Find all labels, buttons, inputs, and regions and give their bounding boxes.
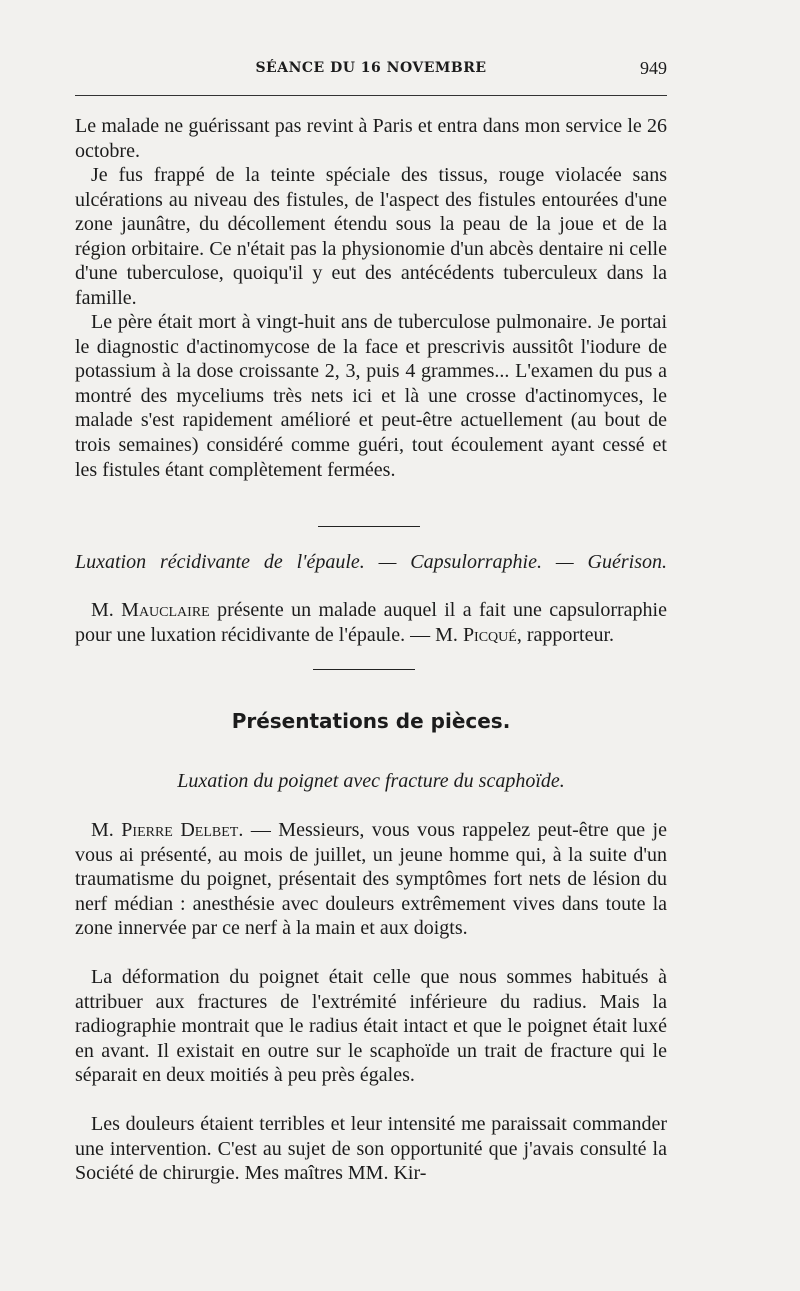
page-number: 949 bbox=[640, 58, 667, 78]
paragraph-malade-return: Le malade ne guérissant pas revint à Paris et entra dans mon service le 26 octobre. bbox=[75, 115, 667, 162]
speaker-prefix: M. bbox=[91, 599, 122, 621]
rapporteur-suffix: , rapporteur. bbox=[516, 623, 615, 646]
paragraph-deformation: La déformation du poignet était celle que nous sommes habitués à attribuer aux fractures de l'extrémité inférieure du radius. Mais la radiographie montrait que le radius était intact et que le poignet était luxé en avant. Il existait en outre sur le scaphoïde un trait de fracture qui le séparait en deux moitiés à peu près égales. bbox=[75, 966, 667, 1087]
running-head bbox=[75, 60, 667, 82]
presentation-text: présente un malade auquel il a fait une capsulorraphie pour une luxation récidivante de l'épaule. — M. bbox=[75, 599, 667, 646]
section-divider-2 bbox=[313, 669, 415, 670]
speaker-name-delbet: Pierre Delbet bbox=[121, 819, 239, 841]
header-rule bbox=[75, 95, 667, 96]
intro-text: . — Messieurs, vous vous rappelez peut-être que je vous ai présenté, au mois de juillet, un jeune homme qui, à la suite d'un traumatisme du poignet, présentait des symptômes fort nets de lésion du nerf médian : anesthésie avec douleurs extrêmement vives dans toute la zone innervée par ce nerf à la main et aux doigts. bbox=[75, 819, 667, 940]
section-heading-luxation-epaule: Luxation récidivante de l'épaule. — Capsulorraphie. — Guérison. bbox=[75, 551, 667, 573]
paragraph-treatment-outcome: Le père était mort à vingt-huit ans de tuberculose pulmonaire. Je portai le diagnostic d'actinomycose de la face et prescrivis aussitôt l'iodure de potassium à la dose croissante 2, 3, puis 4 grammes... L'examen du pus a montré des myceliums très nets ici et là une crosse d'actinomyces, le malade s'est rapidement amélioré et peut-être actuellement (au bout de trois semaines) considéré comme guéri, tout écoulement ayant cessé et les fistules étant complètement fermées. bbox=[75, 311, 667, 481]
paragraph-diagnosis-observation: Je fus frappé de la teinte spéciale des tissus, rouge violacée sans ulcérations au niveau des fistules, de l'aspect des fistules entourées d'une zone jaunâtre, du décollement étendu sous la peau de la joue et de la région orbitaire. Ce n'était pas la physionomie d'un abcès dentaire ni celle d'une tuberculose, quoiqu'il y eut des antécédents tuberculeux dans la famille. bbox=[75, 164, 667, 309]
speaker-name-mauclaire: Mauclaire bbox=[121, 599, 210, 621]
section-divider-1 bbox=[318, 526, 420, 527]
section-heading-presentations-pieces: Présentations de pièces. bbox=[231, 709, 511, 733]
running-title: SÉANCE DU 16 NOVEMBRE bbox=[255, 60, 487, 76]
speaker-prefix: M. bbox=[91, 819, 122, 841]
subheading-luxation-poignet: Luxation du poignet avec fracture du scaphoïde. bbox=[177, 770, 565, 792]
rapporteur-name-picque: Picqué bbox=[462, 623, 517, 646]
paragraph-mauclaire-presentation bbox=[75, 598, 667, 647]
paragraph-douleurs: Les douleurs étaient terribles et leur intensité me paraissait commander une intervention. C'est au sujet de son opportunité que j'avais consulté la Société de chirurgie. Mes maîtres MM. Kir- bbox=[75, 1113, 667, 1185]
paragraph-delbet-intro bbox=[75, 818, 667, 941]
